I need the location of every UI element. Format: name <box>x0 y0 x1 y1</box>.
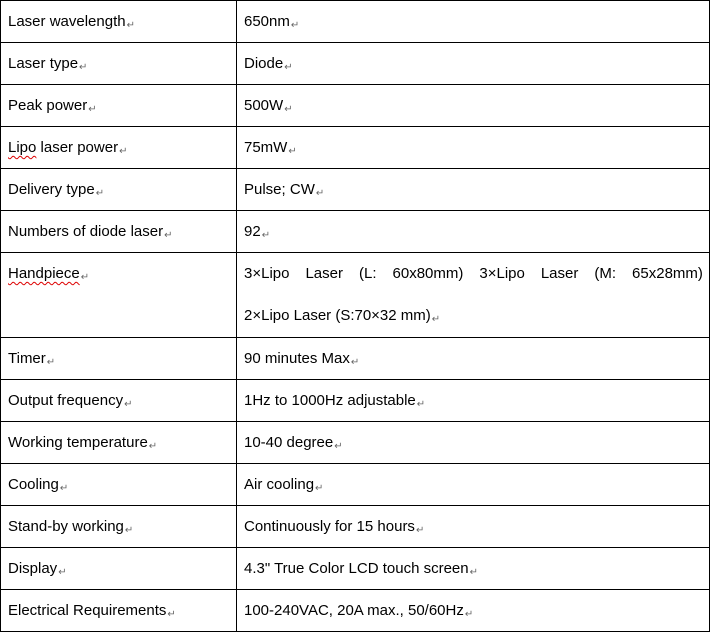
table-row <box>1 548 710 590</box>
paragraph-mark-icon: ↵ <box>126 20 135 31</box>
paragraph-mark-icon: ↵ <box>469 567 478 578</box>
paragraph-mark-icon: ↵ <box>315 483 324 494</box>
row-value: 650nm <box>244 13 290 30</box>
label-cell <box>1 211 237 253</box>
table-row <box>1 422 710 464</box>
paragraph-mark-icon: ↵ <box>58 567 67 578</box>
paragraph-mark-icon: ↵ <box>95 188 105 199</box>
value-cell <box>237 127 710 169</box>
value-cell <box>237 506 710 548</box>
label-cell <box>1 380 237 422</box>
word: Laser <box>305 265 343 282</box>
value-cell <box>237 380 710 422</box>
row-label: Working temperature <box>8 434 148 451</box>
row-value: 500W <box>244 97 284 114</box>
row-label: Output frequency <box>8 392 124 409</box>
label-cell <box>1 43 237 85</box>
table-row <box>1 211 710 253</box>
label-cell <box>1 590 237 632</box>
label-cell <box>1 253 237 338</box>
paragraph-mark-icon: ↵ <box>119 146 128 157</box>
row-value: 100-240VAC, 20A max., 50/60Hz <box>244 602 464 619</box>
paragraph-mark-icon: ↵ <box>80 272 90 283</box>
label-cell <box>1 506 237 548</box>
row-label: Cooling <box>8 476 59 493</box>
paragraph-mark-icon: ↵ <box>164 230 173 241</box>
word: 60x80mm) <box>392 265 464 282</box>
row-label: Electrical Requirements <box>8 602 167 619</box>
paragraph-mark-icon: ↵ <box>167 609 176 620</box>
row-label: Stand-by working <box>8 518 124 535</box>
table-row <box>1 127 710 169</box>
value-cell <box>237 85 710 127</box>
word: 3×Lipo <box>244 265 290 282</box>
table-row <box>1 43 710 85</box>
paragraph-mark-icon: ↵ <box>79 62 88 73</box>
table-row <box>1 1 710 43</box>
value-cell <box>237 422 710 464</box>
table-row <box>1 506 710 548</box>
paragraph-mark-icon: ↵ <box>88 104 97 115</box>
table-row <box>1 85 710 127</box>
row-value: 2×Lipo Laser (S:70×32 mm) <box>244 307 431 324</box>
row-value: Continuously for 15 hours <box>244 518 415 535</box>
paragraph-mark-icon: ↵ <box>261 230 271 241</box>
label-cell <box>1 464 237 506</box>
value-cell <box>237 169 710 211</box>
row-value: 90 minutes Max <box>244 350 350 367</box>
table-row <box>1 253 710 338</box>
row-label: Timer <box>8 350 46 367</box>
paragraph-mark-icon: ↵ <box>350 357 360 368</box>
label-cell <box>1 169 237 211</box>
row-label: laser power <box>36 139 119 156</box>
paragraph-mark-icon: ↵ <box>59 483 69 494</box>
word: 3×Lipo <box>479 265 525 282</box>
paragraph-mark-icon: ↵ <box>148 441 158 452</box>
table-row <box>1 169 710 211</box>
label-cell <box>1 127 237 169</box>
paragraph-mark-icon: ↵ <box>431 314 441 325</box>
paragraph-mark-icon: ↵ <box>290 20 300 31</box>
value-cell <box>237 43 710 85</box>
spellcheck-word: Handpiece <box>8 265 80 282</box>
row-label: Laser type <box>8 55 79 72</box>
label-cell <box>1 1 237 43</box>
value-cell <box>237 548 710 590</box>
row-value: 10-40 degree <box>244 434 334 451</box>
paragraph-mark-icon: ↵ <box>415 525 425 536</box>
paragraph-mark-icon: ↵ <box>416 399 426 410</box>
table-row <box>1 464 710 506</box>
row-label: Delivery type <box>8 181 95 198</box>
spellcheck-word: Lipo <box>8 139 37 156</box>
row-value: 92 <box>244 223 261 240</box>
value-cell <box>237 590 710 632</box>
row-value: Diode <box>244 55 284 72</box>
paragraph-mark-icon: ↵ <box>288 146 297 157</box>
paragraph-mark-icon: ↵ <box>284 62 293 73</box>
label-cell <box>1 422 237 464</box>
paragraph-mark-icon: ↵ <box>334 441 343 452</box>
row-value: Air cooling <box>244 476 315 493</box>
word: 65x28mm) <box>632 265 703 282</box>
value-cell <box>237 211 710 253</box>
label-cell <box>1 548 237 590</box>
word: Laser <box>540 265 579 282</box>
paragraph-mark-icon: ↵ <box>464 609 474 620</box>
row-value: Pulse; CW <box>244 181 315 198</box>
paragraph-mark-icon: ↵ <box>124 525 134 536</box>
row-value: 1Hz to 1000Hz adjustable <box>244 392 416 409</box>
value-cell <box>237 1 710 43</box>
value-cell <box>237 464 710 506</box>
value-cell <box>237 338 710 380</box>
word: (M: <box>594 265 617 282</box>
row-value: 4.3" True Color LCD touch screen <box>244 560 469 577</box>
value-cell <box>237 253 710 338</box>
table-row <box>1 380 710 422</box>
row-label: Peak power <box>8 97 88 114</box>
table-row <box>1 590 710 632</box>
paragraph-mark-icon: ↵ <box>315 188 325 199</box>
handpiece-line-1 <box>244 265 703 283</box>
paragraph-mark-icon: ↵ <box>124 399 133 410</box>
paragraph-mark-icon: ↵ <box>284 104 293 115</box>
row-label: Laser wavelength <box>8 13 126 30</box>
word: (L: <box>359 265 377 282</box>
label-cell <box>1 338 237 380</box>
label-cell <box>1 85 237 127</box>
row-label: Numbers of diode laser <box>8 223 164 240</box>
row-value: 75mW <box>244 139 288 156</box>
row-label: Display <box>8 560 58 577</box>
table-row <box>1 338 710 380</box>
handpiece-line-2 <box>244 307 703 327</box>
paragraph-mark-icon: ↵ <box>46 357 56 368</box>
